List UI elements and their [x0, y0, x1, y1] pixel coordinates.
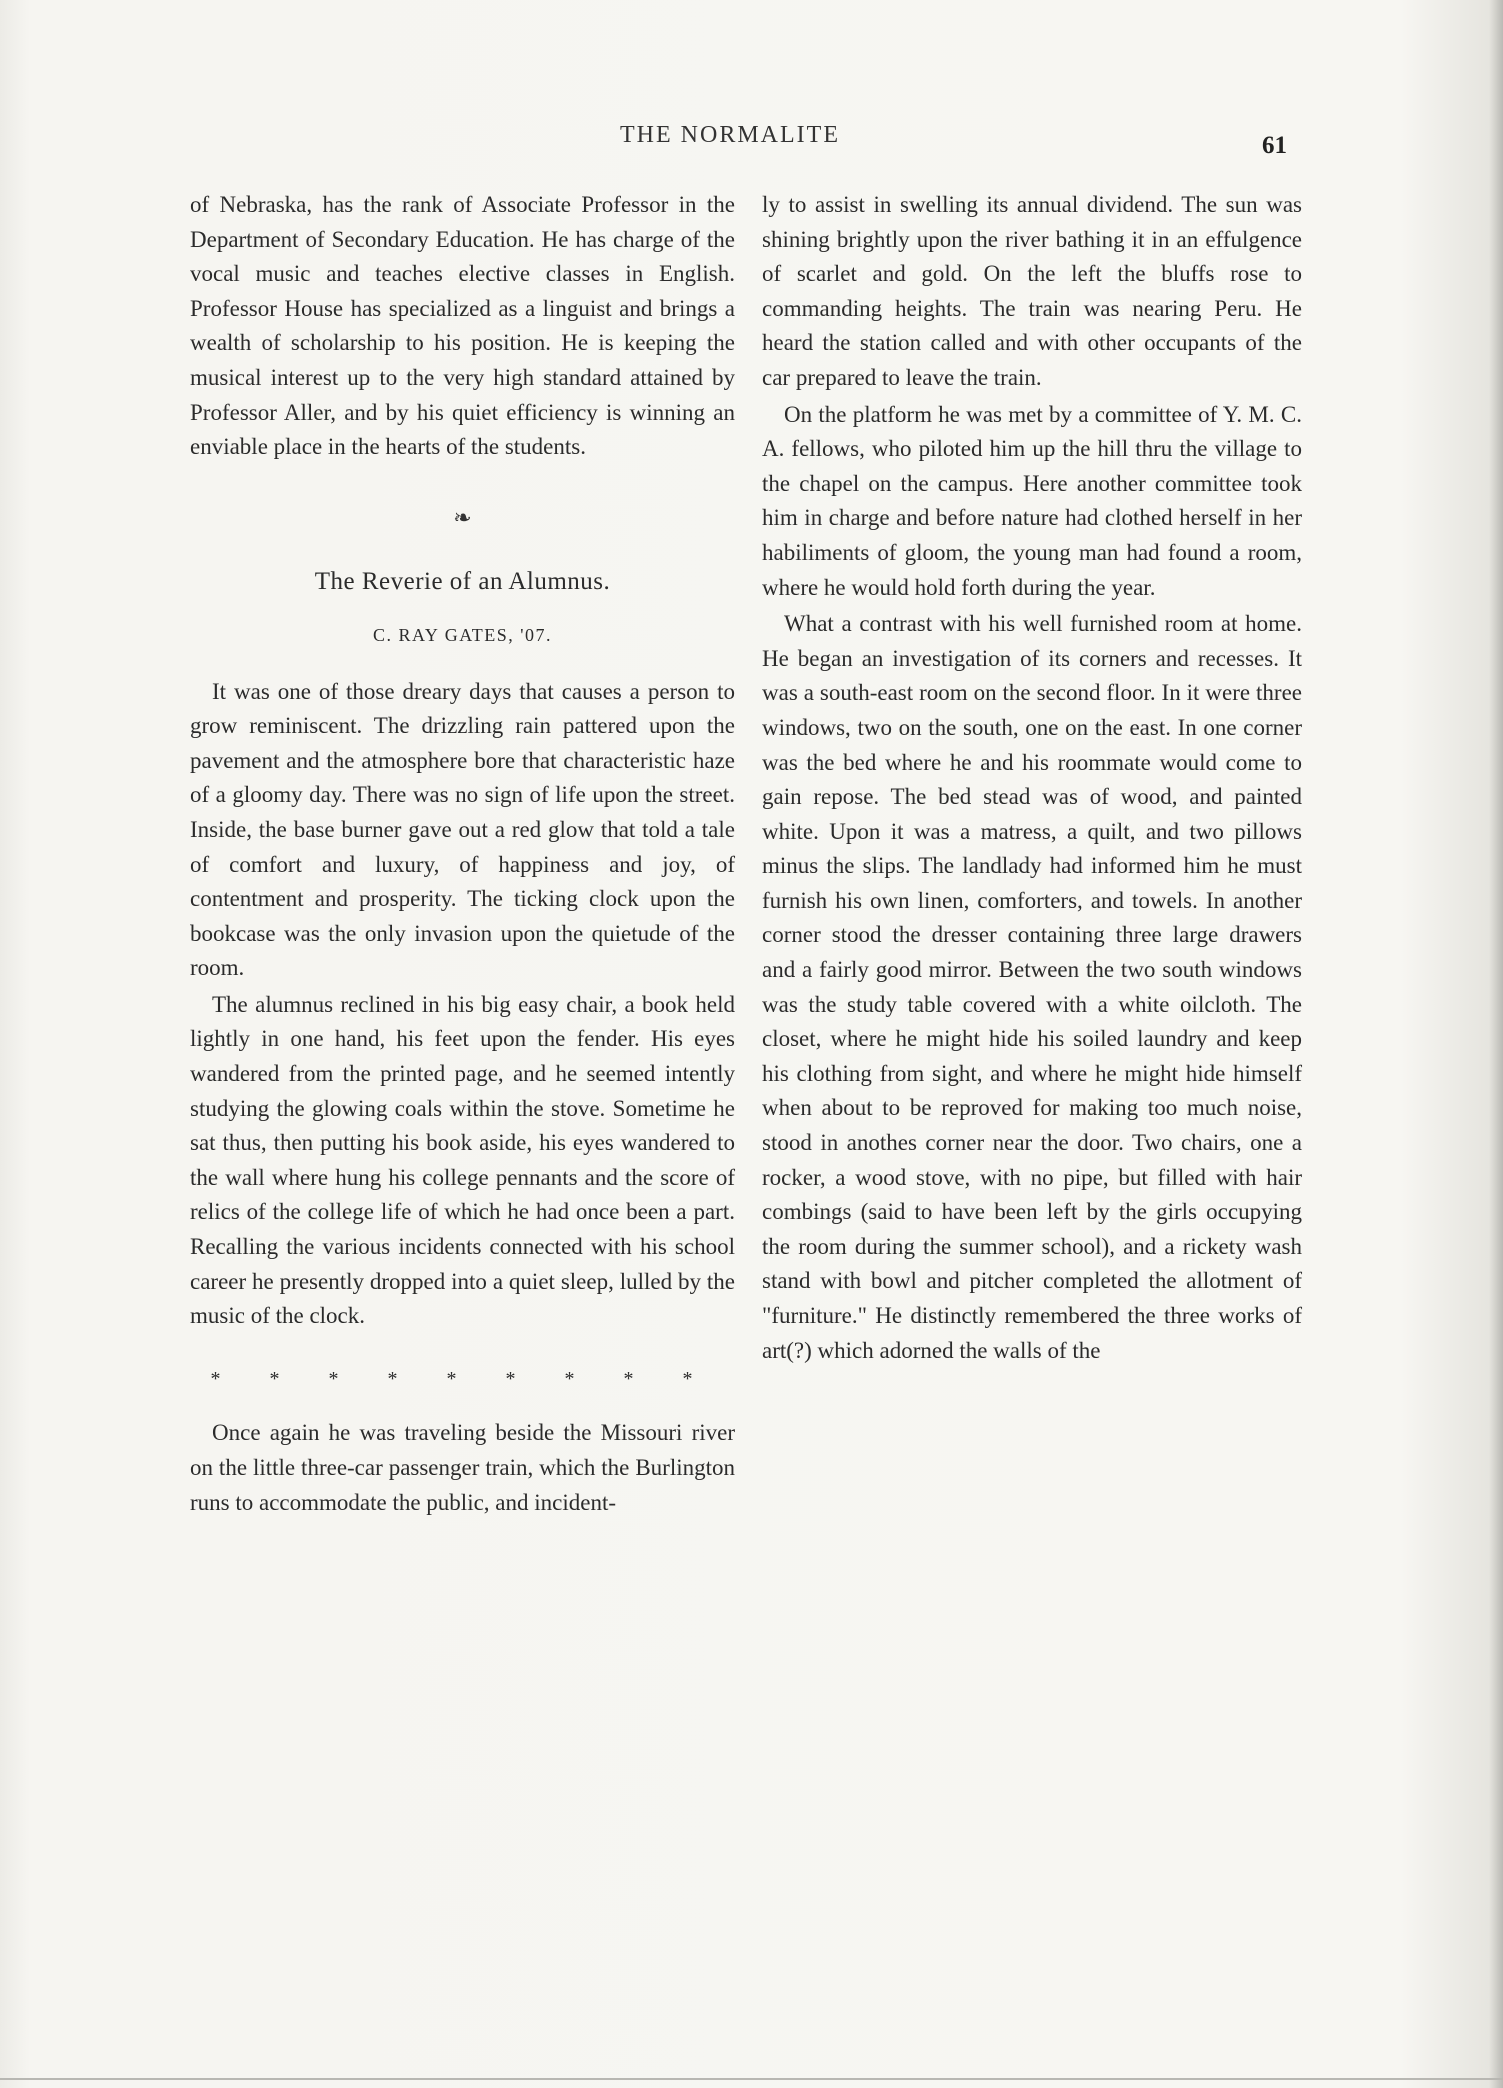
section-break-stars: * * * * * * * * *	[210, 1367, 715, 1390]
right-column	[762, 188, 1302, 1370]
body-paragraph: On the platform he was met by a committee of Y. M. C. A. fellows, who piloted him up the hill thru the village to the chapel on the campus. Here another committee took him in charge and before nature had clothed herself in her habiliments of gloom, the young man had found a room, where he would hold forth during the year.	[762, 401, 1302, 600]
page-edge-shadow	[1489, 0, 1503, 2088]
page-number: 61	[1262, 132, 1287, 159]
body-paragraph: Once again he was traveling beside the Missouri river on the little three-car passenger train, which the Burlington runs to accommodate the public, and incident-	[190, 1420, 735, 1515]
article-byline: C. RAY GATES, '07.	[373, 624, 552, 645]
running-head: THE NORMALITE	[620, 122, 840, 148]
page-header	[0, 122, 1503, 162]
fleuron-ornament: ❧	[453, 504, 472, 530]
body-paragraph: ly to assist in swelling its annual dividend. The sun was shining brightly upon the river bathing it in an effulgence of scarlet and gold. On the left the bluffs rose to commanding heights. The train was nearing Peru. He heard the station called and with other occupants of the car prepared to leave the train.	[762, 192, 1302, 390]
continuation-paragraph: of Nebraska, has the rank of Associate Professor in the Department of Secondary Education. He has charge of the vocal music and teaches elective classes in English. Professor House has specialized as a linguist and brings a wealth of scholarship to his position. He is keeping the musical interest up to the very high standard attained by Professor Aller, and by his quiet efficiency is winning an enviable place in the hearts of the students.	[190, 192, 735, 460]
body-paragraph: It was one of those dreary days that causes a person to grow reminiscent. The drizzling rain pattered upon the pavement and the atmosphere bore that characteristic haze of a gloomy day. There was no sign of life upon the street. Inside, the base burner gave out a red glow that told a tale of comfort and luxury, of happiness and joy, of contentment and prosperity. The ticking clock upon the bookcase was the only invasion upon the quietude of the room.	[190, 678, 735, 981]
left-column	[190, 188, 735, 1522]
article-title: The Reverie of an Alumnus.	[314, 568, 611, 596]
page-bottom-edge	[0, 2078, 1503, 2080]
body-paragraph: What a contrast with his well furnished room at home. He began an investigation of its corners and recesses. It was a south-east room on the second floor. In it were three windows, two on the south, one on the east. In one corner was the bed where he and his roommate would come to gain repose. The bed stead was of wood, and painted white. Upon it was a matress, a quilt, and two pillows minus the slips. The landlady had informed him he must furnish his own linen, comforters, and towels. In another corner stood the dresser containing three large drawers and a fairly good mirror. Between the two south windows was the study table covered with a white oilcloth. The closet, where he might hide his soiled laundry and keep his clothing from sight, and where he might hide himself when about to be reproved for making too much noise, stood in anothes corner near the door. Two chairs, one a rocker, a wood stove, with no pipe, but filled with hair combings (said to have been left by the girls occupying the room during the summer school), and a rickety wash stand with bowl and pitcher completed the allotment of "furniture." He distinctly remembered the three works of art(?) which adorned the walls of the	[762, 611, 1302, 1363]
body-paragraph: The alumnus reclined in his big easy chair, a book held lightly in one hand, his feet upon the fender. His eyes wandered from the printed page, and he seemed intently studying the glowing coals within the stove. Sometime he sat thus, then putting his book aside, his eyes wandered to the wall where hung his college pennants and the score of relics of the college life of which he had once been a part. Recalling the various incidents connected with his school career he presently dropped into a quiet sleep, lulled by the music of the clock.	[190, 991, 735, 1329]
